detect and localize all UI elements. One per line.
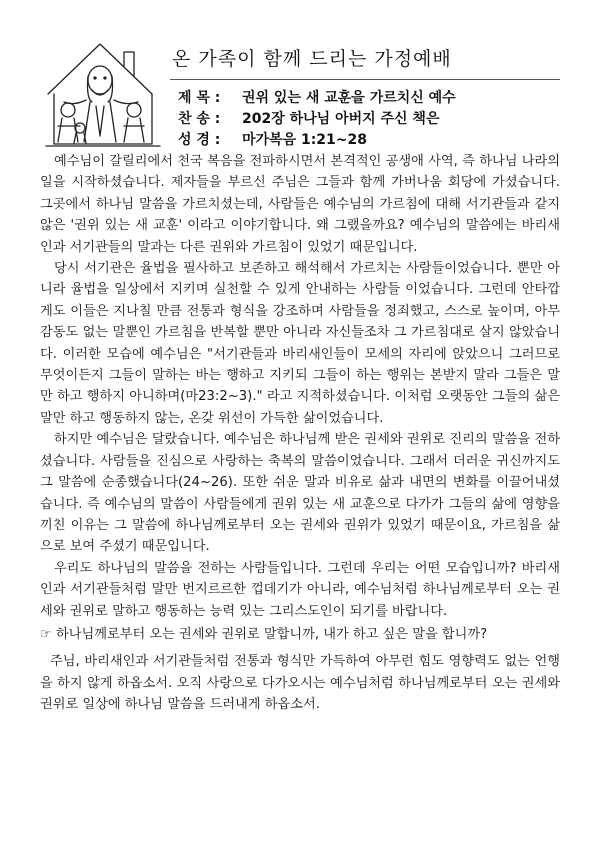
paragraph-1: 예수님이 갈릴리에서 천국 복음을 전파하시면서 본격적인 공생애 사역, 즉 하나님 나라의 일을 시작하셨습니다. 제자들을 부르신 주님은 그들과 함께 가버나움 회당에 가셨습니다. 그곳에서 하나님 말씀을 가르치셨는데, 사람들은 예수님의 가르침에 대해 서기관들과 같지 않은 '권위 있는 새 교훈' 이라고 이야기합니다. 왜 그랬을까요? 예수님의 말씀에는 바리새인과 서기관들의 말과는 다른 권위와 가르침이 있었기 때문입니다. bbox=[40, 154, 560, 255]
reflection-question: ☞ 하나님께로부터 오는 권세와 권위로 말합니까, 내가 하고 싶은 말을 합니까? bbox=[40, 626, 488, 642]
paragraph-2: 당시 서기관은 율법을 필사하고 보존하고 해석해서 가르치는 사람들이었습니다. 뿐만 아니라 율법을 일상에서 지키며 실천할 수 있게 안내하는 사람들 이었습니다. 그런데 안타깝게도 이들은 지나칠 만큼 전통과 형식을 강조하며 사람들을 정죄했고, 스스로 높이며, 아무 감동도 없는 말뿐인 가르침을 반복할 뿐만 아니라 자신들조차 그 가르침대로 살지 않았습니다. 이러한 모습에 예수님은 "서기관들과 바리새인들이 모세의 자리에 앉았으니 그러므로 무엇이든지 그들이 말하는 바는 행하고 지키되 그들이 하는 행위는 본받지 말라 그들은 말만 하고 행하지 아니하며(마23:2~3)." 라고 지적하셨습니다. 이처럼 오랫동안 그들의 삶은 말만 하고 행동하지 않는, 온갖 위선이 가득한 삶이었습니다. bbox=[40, 261, 560, 426]
subject-label: 제 목 : bbox=[178, 90, 221, 106]
hymn-row bbox=[178, 108, 578, 130]
page-title: 온 가족이 함께 드리는 가정예배 bbox=[172, 48, 452, 70]
title-underline bbox=[170, 79, 560, 80]
hymn-value: 202장 하나님 아버지 주신 책은 bbox=[242, 111, 440, 127]
scripture-value: 마가복음 1:21~28 bbox=[242, 132, 368, 148]
closing-prayer: 주님, 바리새인과 서기관들처럼 전통과 형식만 가득하여 아무런 힘도 영향력도 없는 언행을 하지 않게 하옵소서. 오직 사랑으로 다가오시는 예수님처럼 하나님께로부터 오는 권세와 권위로 일상에 하나님 말씀을 드러내게 하옵소서. bbox=[40, 654, 560, 713]
paragraph-3: 하지만 예수님은 달랐습니다. 예수님은 하나님께 받은 권세와 권위로 진리의 말씀을 전하셨습니다. 사람들을 진심으로 사랑하는 축복의 말씀이었습니다. 그래서 더러운 귀신까지도 그 말씀에 순종했습니다(24~26). 또한 쉬운 말과 비유로 삶과 내면의 변화를 이끌어내셨습니다. 즉 예수님의 말씀이 사람들에게 권위 있는 새 교훈으로 다가가 그들의 삶에 영향을 끼친 이유는 그 말씀에 하나님께로부터 오는 권세와 권위가 있었기 때문이요, 가르침을 삶으로 보여 주셨기 때문입니다. bbox=[40, 432, 560, 555]
scripture-row bbox=[178, 129, 578, 151]
subject-row bbox=[178, 87, 578, 109]
hymn-label: 찬 송 : bbox=[178, 111, 221, 127]
subject-value: 권위 있는 새 교훈을 가르치신 예수 bbox=[242, 90, 456, 106]
sermon-body bbox=[40, 151, 560, 716]
family-worship-illustration bbox=[40, 36, 168, 154]
paragraph-4: 우리도 하나님의 말씀을 전하는 사람들입니다. 그런데 우리는 어떤 모습입니까? 바리새인과 서기관들처럼 말만 번지르르한 껍데기가 아니라, 예수님처럼 하나님께로부터 오는 권세와 권위로 말하고 행동하는 능력 있는 그리스도인이 되기를 바랍니다. bbox=[40, 560, 560, 619]
scripture-label: 성 경 : bbox=[178, 132, 221, 148]
